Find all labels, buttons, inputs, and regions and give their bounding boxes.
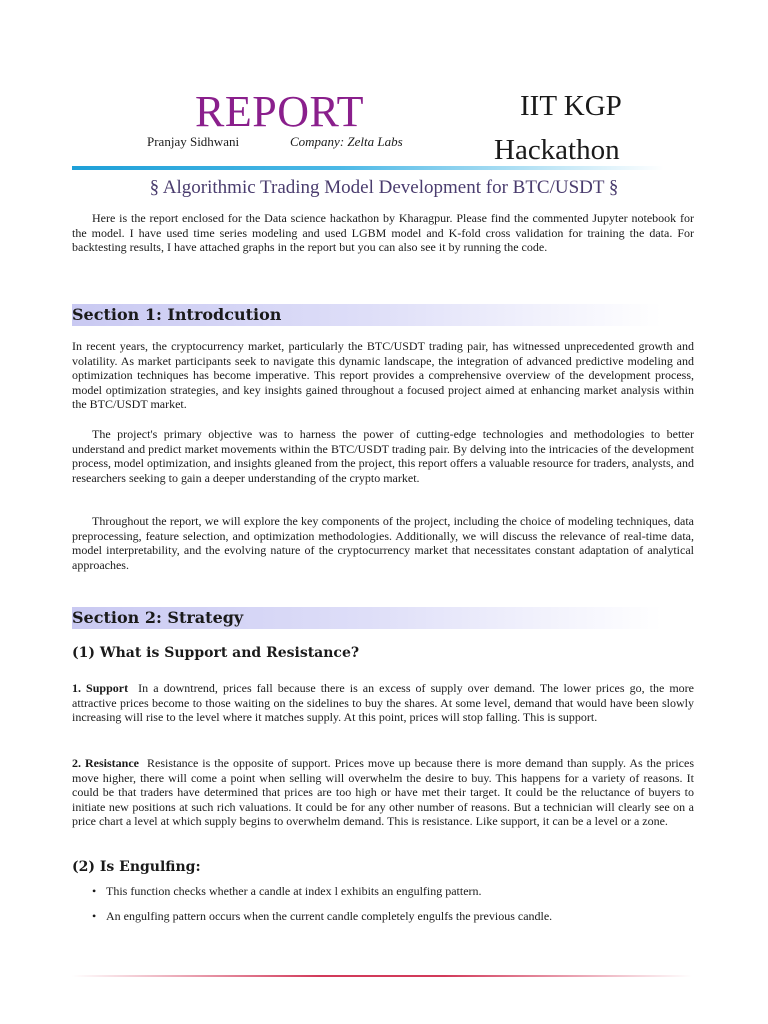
- intro-paragraph: Here is the report enclosed for the Data science hackathon by Kharagpur. Please find the commented Jupyter notebook for the model. I have used time series modeling and used LGBM model and K-fold cross validation for training the data. For backtesting results, I have attached graphs in the report but you can also see it by running the code.: [72, 211, 694, 255]
- report-title: REPORT: [195, 87, 365, 136]
- author-name: Pranjay Sidhwani: [147, 134, 240, 149]
- bullet-item: [92, 909, 692, 924]
- resistance-lead: 2. Resistance: [72, 756, 139, 770]
- bullet-dot-icon: •: [92, 909, 97, 923]
- support-resistance-subheading: (1) What is Support and Resistance?: [72, 645, 360, 661]
- section2-heading: Section 2: Strategy: [72, 607, 662, 629]
- bullet-text: An engulfing pattern occurs when the current candle completely engulfs the previous candle.: [106, 909, 553, 923]
- company-name: Company: Zelta Labs: [290, 134, 403, 149]
- section1-paragraph-1: In recent years, the cryptocurrency market, particularly the BTC/USDT trading pair, has witnessed unprecedented growth and volatility. As market participants seek to navigate this dynamic landscape, the integration of advanced predictive modeling and optimization techniques has become imperative. This report provides a comprehensive overview of the development process, model optimization strategies, and key insights gained throughout a focused project aimed at enhancing market analysis within the BTC/USDT market.: [72, 339, 694, 412]
- engulfing-subheading: (2) Is Engulfing:: [72, 859, 201, 875]
- bullet-item: [92, 884, 692, 899]
- section1-paragraph-3: Throughout the report, we will explore the key components of the project, including the choice of modeling techniques, data preprocessing, feature selection, and optimization methodologies. Additionally, we will discuss the relevance of real-time data, model interpretability, and the evolving nature of the cryptocurrency market that necessitates constant adaptation of analytical approaches.: [72, 514, 694, 572]
- resistance-paragraph: [72, 756, 694, 829]
- resistance-text: Resistance is the opposite of support. Prices move up because there is more demand than supply. As the prices move higher, there will come a point when selling will overwhelm the desire to buy. This happens for a variety of reasons. It could be that traders have determined that prices are too high or have met their target. It could be the reluctance of buyers to initiate new positions at such rich valuations. It could be for any other number of reasons. But a technician will clearly see on a price chart a level at which supply begins to overwhelm demand. This is resistance. Like support, it can be a level or a zone.: [72, 756, 694, 829]
- event-name-line1: IIT KGP: [520, 90, 622, 122]
- header-divider: [72, 166, 664, 170]
- support-text: In a downtrend, prices fall because there is an excess of supply over demand. The lower prices go, the more attractive prices become to those waiting on the sidelines to buy the shares. At some level, demand that would have been slowly increasing will rise to the level where it matches supply. At this point, prices will stop falling. This is support.: [72, 681, 694, 725]
- section1-paragraph-2: The project's primary objective was to harness the power of cutting-edge technologies and methodologies to better understand and predict market movements within the BTC/USDT trading pair. By delving into the intricacies of the development process, model optimization, and insights gleaned from the project, this report offers a valuable resource for traders, analysts, and researchers seeking to gain a deeper understanding of the crypto market.: [72, 427, 694, 485]
- footer-divider: [72, 975, 692, 977]
- bullet-text: This function checks whether a candle at index l exhibits an engulfing pattern.: [106, 884, 482, 898]
- event-name-line2: Hackathon: [494, 134, 620, 166]
- bullet-dot-icon: •: [92, 884, 97, 898]
- support-lead: 1. Support: [72, 681, 129, 695]
- report-subtitle: § Algorithmic Trading Model Development for BTC/USDT §: [149, 177, 619, 198]
- support-paragraph: [72, 681, 694, 725]
- section1-heading: Section 1: Introdcution: [72, 304, 662, 326]
